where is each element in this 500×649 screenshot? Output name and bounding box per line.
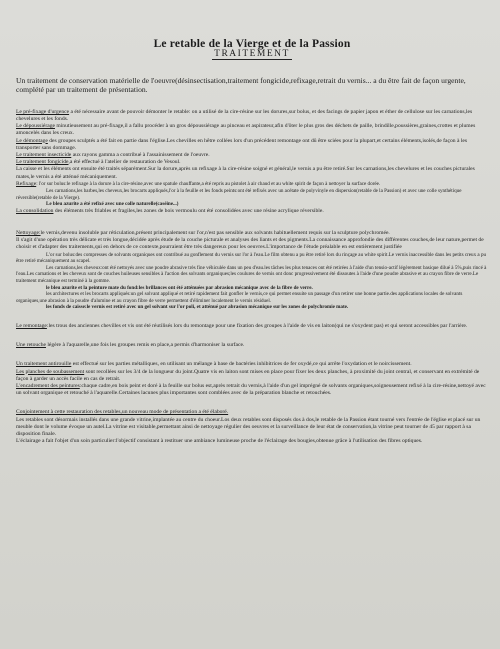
- para-refixage: [16, 181, 488, 188]
- subtitle-text: TRAITEMENT: [214, 49, 290, 59]
- text-insecticide: aux rayons gamma a contribué à l'assainissement de l'oeuvre.: [71, 152, 210, 159]
- text-antirouille: est effectué sur les parties métalliques, en utilisant un mélange à base de bactéries inhibitrices de fer oxydé,ce qui arrête l'oxydation et le noircissement.: [71, 361, 412, 368]
- section-conjointement: [16, 409, 488, 445]
- heading-retouche: Une retouche: [16, 342, 46, 349]
- para-retouche: [16, 342, 488, 349]
- para-nettoyage-carnations: Les carnations,les cheveux:ont été nettoyés avec une poudre abrasive très fine véhiculée dans un peu d'eau.les tâches les plus tenaces ont été retirées à l'aide d'un tensio-actif légèrement basique dilué à 5%,puis rincé à l'eau.Les carnations et les cheveux sont de couches huileuses sensibles à l'action des solvants organiques;les coulures de vernis ont donc progressivement été dissoutes à l'aide d'une poudre abrasive et au crayon fibre de verre.Le traitement mécanique est terminé à la gomme.: [16, 264, 487, 285]
- para-consolidation: [16, 208, 488, 215]
- heading-conjointement: Conjointement à cette restauration des retables,un nouveau mode de présentation a été élaboré.: [16, 409, 229, 416]
- para-nettoyage-architectures: les architectures et les brocarts appliqués:un gel solvant appliqué et retiré rapidement fait gonfler le vernis,ce qui permet ensuite un passage d'un retirer une bonne partie.des applications locales de solvants organiques,une abrasion à la poudre d'alumine et au crayon fibre de verre permettent d'éliminer localement le vernis résiduel.: [16, 291, 463, 304]
- para-caisse: La caisse et les éléments ont ensuite été traités séparément.Sur la dorure,après un refixage à la cire-résine soigné et général,le vernis a pu être retiré.Sur les carnations,les chevelures et les couches picturales mates,le vernis a été atténué mécaniquement.: [16, 166, 475, 180]
- para-remontage: [16, 323, 488, 330]
- section-retouche: [16, 342, 488, 349]
- heading-remontage: Le remontage: [16, 322, 47, 329]
- text-encadrement: :chaque cadre,en bois peint et doré à la feuille sur bolus est,après retrait du vernis,à l'aide d'un gel imprégné de solvants organiques,soigneusement refixé à la cire-résine,nettoyé avec un solvant organique et retouché à l'aquarelle.Certaines lacunes plus importantes sont comblées avec de la préparation blanche et retouchées.: [16, 383, 486, 397]
- section-nettoyage: [16, 230, 488, 311]
- para-refixage-carnations: Les carnations,les barbes,les cheveux,les brocarts appliqués,l'or à la feuille et les fonds peints:ont été refixés avec un acétate de polyvinyle en dispersion(retable de la Passion) et avec une colle synthétique réversible(retable de la Vierge).: [16, 188, 462, 201]
- para-prefixage: [16, 109, 488, 123]
- heading-consolidation: La consolidation: [16, 207, 54, 214]
- text-demontage: des groupes sculptés a été fait en partie dans l'église.Les chevilles en hêtre collées lors d'un précédent remontage ont dû être sciées pour la plupart,et certains éléments,isolés,de façon à les transporter sans dommage.: [16, 137, 468, 151]
- text-retouche: légère à l'aquarelle,une fois les groupes remis en place,a permis d'harmoniser la surface.: [45, 342, 245, 349]
- text-depoussierage: minutieusement au pré-fixage,il a fallu procéder à un gros dépoussiérage au pinceau et aspirateur,afin d'ôter le plus gros des déchets de paille, brindille,poussières,graines,crottes et plumes amoncelés dans les creux.: [16, 123, 476, 137]
- heading-fongicide: Le traitement fongicide: [16, 159, 69, 166]
- para-nettoyage-or: L'or sur bolus:des compresses de solvants organiques ont contribué au gonflement du vernis sur l'or à l'eau.Le film obtenu a pu être retiré lors du rinçage au white spirit.Le vernis inaccessible dans les petits creux a pu être retiré mécaniquement au scapel.: [16, 251, 487, 265]
- heading-nettoyage: Nettoyage:: [16, 230, 41, 237]
- para-refixage-bleu: Le bleu azurite a été refixé avec une colle naturelle(caséine...): [46, 201, 179, 208]
- para-nettoyage-fonds: les fonds de caisse:le vernis est retiré avec un gel solvant sur l'or poli, et atténué par abrasion mécanique sur les zones de polychromie mate.: [46, 304, 349, 311]
- text-consolidation: des éléments très friables et fragiles,les zones de bois vermoulu ont été consolidées avec une résine acrylique réversible.: [53, 207, 324, 214]
- para-depoussierage: [16, 123, 488, 137]
- para-antirouille: [16, 361, 488, 368]
- text-refixage: : l'or sur bolus:le refixage à la dorure à la cire-résine,avec une spatule chauffante,a été repris au pistolet à air chaud et au white spirit de façon à nettoyer la surface dorée.: [36, 180, 381, 187]
- section-remontage: [16, 323, 488, 330]
- section-conservation: [16, 109, 488, 215]
- page-title: Le retable de la Vierge et de la Passion: [153, 38, 351, 50]
- section-presentation: [16, 361, 488, 397]
- text-fongicide: ,a été effectué à l'atelier de restauration de Vesoul.: [68, 159, 181, 166]
- heading-demontage: Le démontage: [16, 137, 48, 144]
- text-planches: sont recollées sur les 3/4 de la longueur du joint.Quatre vis en laiton sont mises en place pour fixer les deux planches, à proximité du joint central, et conservant en extrémité de façon à garder un accès facile en cas de retrait.: [16, 368, 480, 382]
- text-prefixage: a été nécessaire avant de pouvoir démonter le retable: on a utilisé de la cire-résine sur les dorures,sur bolus, et des facings de papier japon et éther de cellulose sur les carnations,les chevelures et les fonds.: [16, 108, 473, 123]
- heading-insecticide: Le traitement insecticide: [16, 152, 72, 159]
- heading-planches: Les planches de soubassement: [16, 368, 85, 375]
- text-remontage: :les trous des anciennes chevilles et vis ont été réutilisés lors du remontage pour une fixation des groupes à l'aide de vis en laiton(qui ne s'oxydent pas) et qui seront accessibles par l'arrière.: [46, 322, 468, 329]
- page-subtitle: [16, 49, 488, 59]
- para-encadrement: [16, 383, 488, 397]
- heading-prefixage: Le pré-fixage d'urgence: [16, 108, 70, 115]
- text-nettoyage: le vernis,devenu insoluble par réticulation,présent principalement sur l'or,n'est pas sensible aux solvants habituellement requis sur la sculpture polychromée.: [40, 230, 390, 237]
- heading-depoussierage: Le dépoussiérage: [16, 123, 55, 130]
- para-nettoyage-2: Il s'agit d'une opération très délicate et très longue,décidée après étude de la couche picturale et analyses des liants et des pigments.La connaissance approfondie des différentes couches,de leur nature,permet de choisir et d'adapter des traitements,qui en dehors de ce contexte,pourraient être très dangereux pour les oeuvres.L'importance de l'étude préalable en est entièrement justifiée: [16, 237, 484, 251]
- para-eclairage: L'éclairage a fait l'objet d'un soin particulier:l'objectif consistant à restituer une ambiance lumineuse proche de l'éclairage des bougies,obtenue grâce à l'utilisation des fibres optiques.: [16, 438, 423, 445]
- intro-paragraph: Un traitement de conservation matérielle de l'oeuvre(désinsectisation,traitement fongicide,refixage,retrait du vernis... a du être fait de façon urgente, complété par un traitement de présentation.: [16, 76, 466, 95]
- para-conjointement: Les retables sont désormais installés dans une grande vitrine,implantée au centre du choeur.Los deux retables sont disposés dos à dos,le retable de la Passion étant tourné vers l'entrée de l'église et placé sur un meuble dont le volume évoque un autel.La vitrine est visitable,permettant ainsi de nettoyage régulier des oeuvres et la surveillance de leur état de conservation,la vitrine peut tourner de 45 par rapport à sa disposition finale.: [16, 416, 481, 438]
- heading-antirouille: Un traitement antirouille: [16, 361, 72, 368]
- para-planches: [16, 369, 488, 383]
- para-nettoyage-bleu: le bleu azurite et la peinture mate du fond:les brillances ont été atténuées par abrasion mécanique avec de la fibre de verre.: [46, 284, 313, 291]
- heading-encadrement: L'encadrement des peintures: [16, 383, 80, 389]
- para-demontage: [16, 138, 488, 152]
- heading-refixage: Refixage: [16, 180, 37, 187]
